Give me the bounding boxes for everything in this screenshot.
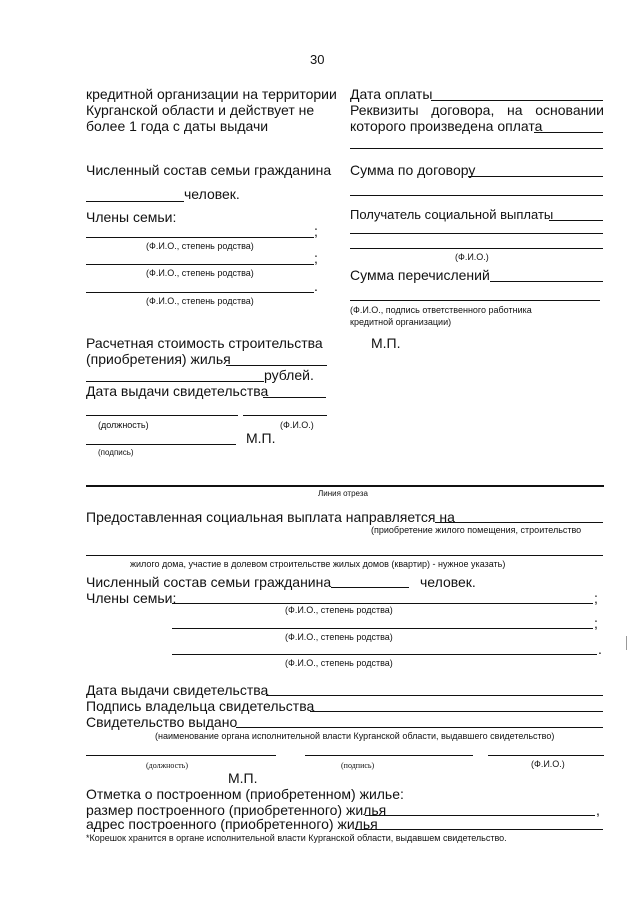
- housing-address-label: адрес построенного (приобретенного) жилья: [86, 816, 378, 832]
- member-3-blank: [86, 292, 314, 293]
- position-blank: [86, 415, 238, 416]
- payment-directed-caption-1: (приобретение жилого помещения, строительство: [371, 525, 582, 535]
- stamp-placeholder-right: М.П.: [371, 335, 401, 351]
- cut-line: [86, 485, 604, 487]
- issued-by-caption: (наименование органа исполнительной власти Курганской области, выдавшего свидетельство): [155, 731, 555, 741]
- payment-directed-caption-2: жилого дома, участие в долевом строительстве жилых домов (квартир) - нужное указать): [130, 559, 506, 569]
- stub-position-blank: [86, 755, 276, 756]
- cost-label-2: (приобретения) жилья: [86, 351, 231, 367]
- stub-issue-date-blank: [266, 695, 603, 696]
- holder-signature-blank: [310, 711, 603, 712]
- cost-blank-2: [86, 381, 264, 382]
- issued-by-blank: [236, 727, 603, 728]
- member-2-caption: (Ф.И.О., степень родства): [146, 268, 254, 278]
- cost-label-1: Расчетная стоимость строительства: [86, 335, 323, 351]
- stub-member-1-caption: (Ф.И.О., степень родства): [285, 605, 393, 615]
- stub-stamp-placeholder: М.П.: [228, 770, 258, 786]
- housing-size-label: размер построенного (приобретенного) жилья: [86, 802, 387, 818]
- cut-line-label: Линия отреза: [318, 489, 368, 498]
- family-size-label: Численный состав семьи гражданина: [86, 162, 332, 178]
- member-3-period: .: [314, 278, 318, 294]
- family-members-label: Члены семьи:: [86, 209, 177, 225]
- recipient-blank-1: [549, 220, 603, 221]
- contract-word-4: основании: [535, 102, 604, 118]
- housing-size-blank: [365, 815, 595, 816]
- stub-member-1-blank: [172, 603, 593, 604]
- stamp-placeholder-left: М.П.: [246, 430, 276, 446]
- stub-signature-blank: [305, 755, 473, 756]
- housing-mark-title: Отметка о построенном (приобретенном) жилье:: [86, 786, 404, 802]
- credit-org-line-3: более 1 года с даты выдачи: [86, 118, 269, 134]
- footnote: *Корешок хранится в органе исполнительной власти Курганской области, выдавшем свидетельство.: [86, 833, 507, 843]
- stub-member-3-blank: [172, 654, 597, 655]
- issue-date-label: Дата выдачи свидетельства: [86, 383, 269, 399]
- stub-issue-date-label: Дата выдачи свидетельства: [86, 682, 269, 698]
- stub-family-size-label: Численный состав семьи гражданина: [86, 574, 332, 590]
- stub-family-members-label: Члены семьи:: [86, 590, 177, 606]
- stub-member-2-semicolon: ;: [594, 615, 598, 631]
- stub-member-3-caption: (Ф.И.О., степень родства): [285, 658, 393, 668]
- payment-directed-blank-2: [86, 555, 603, 556]
- member-2-blank: [86, 264, 314, 265]
- credit-org-line-1: кредитной организации на территории: [86, 86, 337, 102]
- fio-blank: [243, 415, 327, 416]
- signature-blank: [86, 444, 236, 445]
- payment-directed-blank-1: [435, 522, 603, 523]
- stub-fio-caption: (Ф.И.О.): [531, 759, 565, 769]
- contract-sum-blank-1: [468, 176, 603, 177]
- fio-caption: (Ф.И.О.): [280, 420, 314, 430]
- cost-blank-1: [226, 365, 327, 366]
- margin-mark: [626, 636, 627, 650]
- housing-size-comma: ,: [596, 802, 600, 818]
- contract-details-line-1: [350, 102, 604, 118]
- family-size-blank: [86, 201, 184, 202]
- housing-address-blank: [355, 829, 603, 830]
- stub-fio-blank: [488, 755, 604, 756]
- credit-org-line-2: Курганской области и действует не: [86, 102, 315, 118]
- position-caption: (должность): [98, 420, 149, 430]
- stub-member-2-caption: (Ф.И.О., степень родства): [285, 632, 393, 642]
- issue-date-blank: [263, 397, 326, 398]
- officer-caption-1: (Ф.И.О., подпись ответственного работника: [350, 305, 532, 315]
- contract-word-2: договора,: [431, 102, 495, 118]
- contract-details-blank-1: [534, 132, 603, 133]
- stub-family-size-blank: [331, 587, 409, 588]
- contract-details-blank-2: [350, 148, 603, 149]
- recipient-blank-2: [350, 233, 603, 234]
- signature-caption: (подпись): [98, 448, 134, 457]
- member-1-blank: [86, 237, 314, 238]
- recipient-blank-3: [350, 248, 603, 249]
- payment-date-blank: [431, 100, 603, 101]
- transfer-sum-blank-2: [350, 300, 600, 301]
- contract-word-1: Реквизиты: [350, 102, 419, 118]
- page-number: 30: [310, 52, 325, 67]
- payment-date-label: Дата оплаты: [350, 86, 433, 102]
- persons-label: человек.: [184, 186, 240, 202]
- stub-persons-label: человек.: [420, 574, 476, 590]
- contract-word-3: на: [507, 102, 523, 118]
- stub-member-1-semicolon: ;: [594, 590, 598, 606]
- recipient-fio-caption: (Ф.И.О.): [455, 252, 489, 262]
- stub-member-2-blank: [172, 628, 593, 629]
- payment-directed-label: Предоставленная социальная выплата направляется на: [86, 509, 455, 525]
- stub-signature-caption: (подпись): [341, 761, 375, 770]
- transfer-sum-label: Сумма перечислений: [350, 267, 490, 283]
- contract-sum-label: Сумма по договору: [350, 162, 476, 178]
- contract-sum-blank-2: [350, 195, 603, 196]
- member-2-semicolon: ;: [314, 250, 318, 266]
- member-3-caption: (Ф.И.О., степень родства): [146, 296, 254, 306]
- member-1-caption: (Ф.И.О., степень родства): [146, 241, 254, 251]
- officer-caption-2: кредитной организации): [350, 317, 452, 327]
- holder-signature-label: Подпись владельца свидетельства: [86, 698, 315, 714]
- stub-member-3-period: .: [598, 641, 602, 657]
- transfer-sum-blank-1: [490, 281, 603, 282]
- recipient-label: Получатель социальной выплаты: [350, 207, 554, 222]
- contract-details-line-2: которого произведена оплата: [350, 118, 543, 134]
- rubles-label: рублей.: [264, 367, 314, 383]
- stub-position-caption: (должность): [146, 761, 188, 770]
- issued-by-label: Свидетельство выдано: [86, 714, 238, 730]
- member-1-semicolon: ;: [314, 223, 318, 239]
